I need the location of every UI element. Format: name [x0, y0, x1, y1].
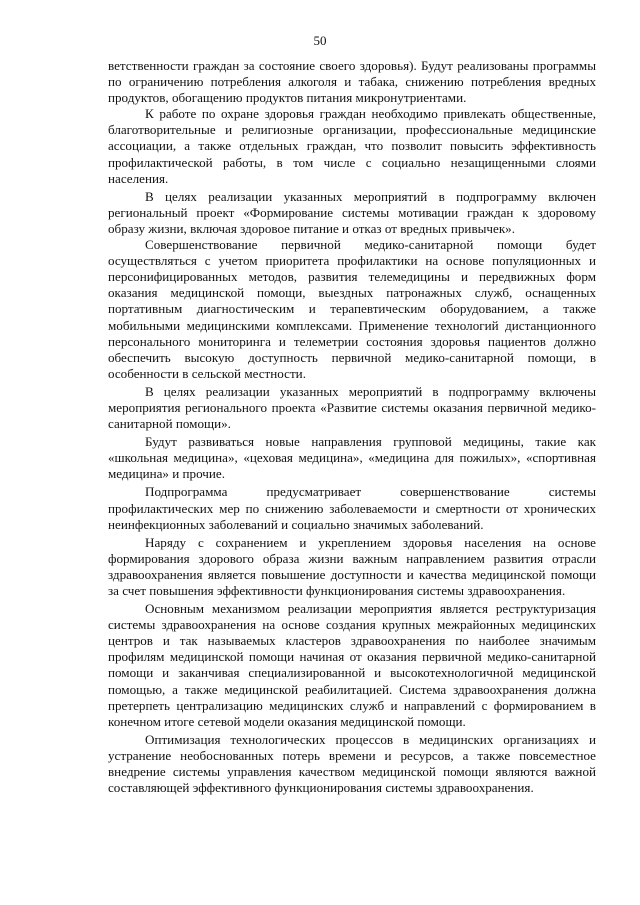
- paragraph: В целях реализации указанных мероприятий в подпрограмму включены мероприятия регионального проекта «Развитие системы оказания первичной медико-санитарной помощи».: [108, 383, 596, 432]
- paragraph: К работе по охране здоровья граждан необходимо привлекать общественные, благотворительные и религиозные организации, профессиональные медицинские ассоциации, а также отдельных граждан, что позволит повысить эффективность профилактической работы, в том числе с социально незащищенными слоями населения.: [108, 106, 596, 186]
- paragraph: Будут развиваться новые направления групповой медицины, такие как «школьная медицина», «цеховая медицина», «медицина для пожилых», «спортивная медицина» и прочие.: [108, 434, 596, 482]
- paragraph: Подпрограмма предусматривает совершенствование системы профилактических мер по снижению заболеваемости и смертности от хронических неинфекционных заболеваний и социально значимых заболеваний.: [108, 484, 596, 532]
- paragraph-continuation: ветственности граждан за состояние своего здоровья). Будут реализованы программы по ограничению потребления алкоголя и табака, снижению потребления вредных продуктов, обогащению продуктов питания микронутриентами.: [108, 58, 596, 106]
- document-body: [108, 58, 596, 796]
- paragraph: Основным механизмом реализации мероприятия является реструктуризация системы здравоохранения на основе создания крупных межрайонных медицинских центров и так называемых кластеров здравоохранения по наиболее значимым профилям медицинской помощи начиная от оказания первичной медико-санитарной помощи и заканчивая специализированной и высокотехнологичной медицинской помощью, а также медицинской реабилитацией. Система здравоохранения должна претерпеть централизацию медицинских служб и направлений с формированием в конечном итоге сетевой модели оказания медицинской помощи.: [108, 601, 596, 729]
- paragraph: Оптимизация технологических процессов в медицинских организациях и устранение необоснованных потерь времени и ресурсов, а также повсеместное внедрение системы управления качеством медицинской помощи являются важной составляющей эффективного функционирования системы здравоохранения.: [108, 731, 596, 796]
- paragraph: В целях реализации указанных мероприятий в подпрограмму включен региональный проект «Формирование системы мотивации граждан к здоровому образу жизни, включая здоровое питание и отказ от вредных привычек».: [108, 188, 596, 236]
- paragraph: Совершенствование первичной медико-санитарной помощи будет осуществляться с учетом приоритета профилактики на основе популяционных и персонифицированных методов, развития телемедицины и передвижных форм оказания медицинской помощи, выездных патронажных служб, оснащенных портативным диагностическим и терапевтическим оборудованием, а также мобильными медицинскими комплексами. Применение технологий дистанционного персонального мониторинга и телеметрии состояния здоровья пациентов должно обеспечить высокую доступность первичной медико-санитарной помощи, в особенности в сельской местности.: [108, 237, 596, 381]
- paragraph: Наряду с сохранением и укреплением здоровья населения на основе формирования здорового образа жизни важным направлением развития отрасли здравоохранения является повышение доступности и качества медицинской помощи за счет повышения эффективности функционирования системы здравоохранения.: [108, 534, 596, 598]
- page-number: 50: [313, 33, 327, 48]
